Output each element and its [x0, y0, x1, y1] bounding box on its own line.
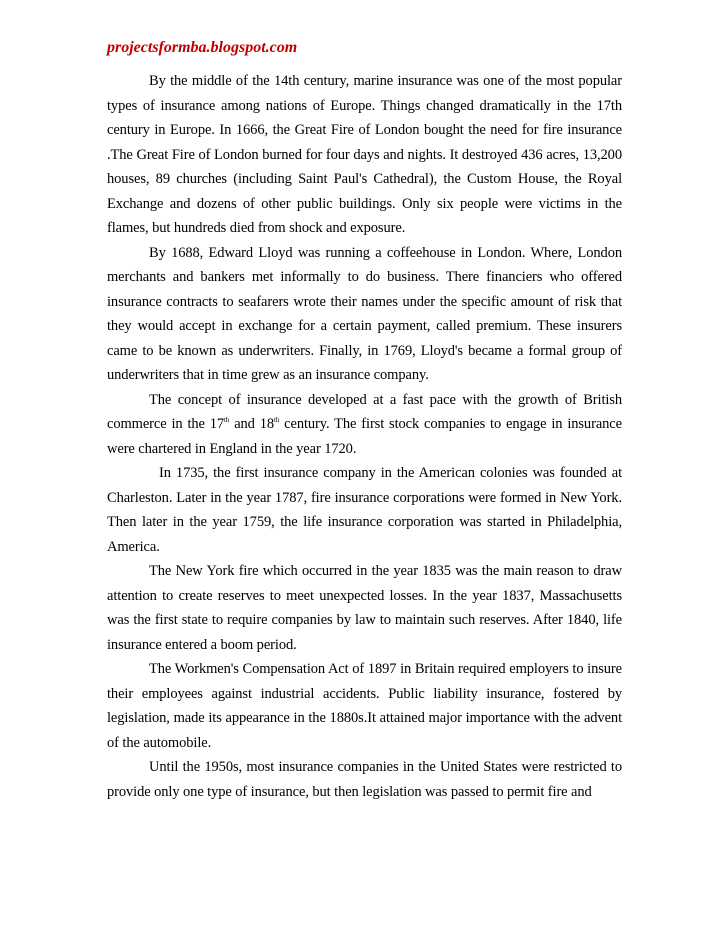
paragraph-until-1950s: Until the 1950s, most insurance companies in the United States were restricted to provide only one type of insurance, but then legislation was passed to permit fire and — [107, 759, 622, 800]
paragraph-british-commerce — [107, 388, 622, 462]
paragraph-lloyds-coffeehouse: By 1688, Edward Lloyd was running a coffeehouse in London. Where, London merchants and bankers met informally to do business. There financiers who offered insurance contracts to seafarers wrote their names under the specific amount of risk that they would accept in exchange for a certain payment, called premium. These insurers came to be known as underwriters. Finally, in 1769, Lloyd's became a formal group of underwriters that in time grew as an insurance company. — [107, 244, 622, 383]
document-page — [107, 38, 622, 804]
paragraph-text-part: century. The first stock companies to engage in insurance were chartered in England in the year 1720. — [107, 416, 622, 457]
blog-header: projectsformba.blogspot.com — [107, 39, 298, 56]
superscript-th: th — [274, 416, 280, 424]
paragraph-text-part: and 18 — [229, 416, 275, 432]
paragraph-text-part: The concept of insurance developed at a fast pace with the growth of British commerce in the 17 — [107, 391, 622, 432]
superscript-th: th — [224, 416, 230, 424]
paragraph-workmens-compensation: The Workmen's Compensation Act of 1897 in Britain required employers to insure their employees against industrial accidents. Public liability insurance, fostered by legislation, made its appearance in the 1880s.It attained major importance with the advent of the automobile. — [107, 661, 622, 751]
paragraph-american-colonies: In 1735, the first insurance company in the American colonies was founded at Charleston. Later in the year 1787, fire insurance corporations were formed in New York. Then later in the year 1759, the life insurance corporation was started in Philadelphia, America. — [107, 465, 622, 555]
paragraph-new-york-fire: The New York fire which occurred in the year 1835 was the main reason to draw attention to create reserves to meet unexpected losses. In the year 1837, Massachusetts was the first state to require companies by law to maintain such reserves. After 1840, life insurance entered a boom period. — [107, 563, 622, 653]
paragraph-marine-insurance: By the middle of the 14th century, marine insurance was one of the most popular types of insurance among nations of Europe. Things changed dramatically in the 17th century in Europe. In 1666, the Great Fire of London bought the need for fire insurance .The Great Fire of London burned for four days and nights. It destroyed 436 acres, 13,200 houses, 89 churches (including Saint Paul's Cathedral), the Custom House, the Royal Exchange and dozens of other public buildings. Only six people were victims in the flames, but hundreds died from shock and exposure. — [107, 73, 622, 236]
